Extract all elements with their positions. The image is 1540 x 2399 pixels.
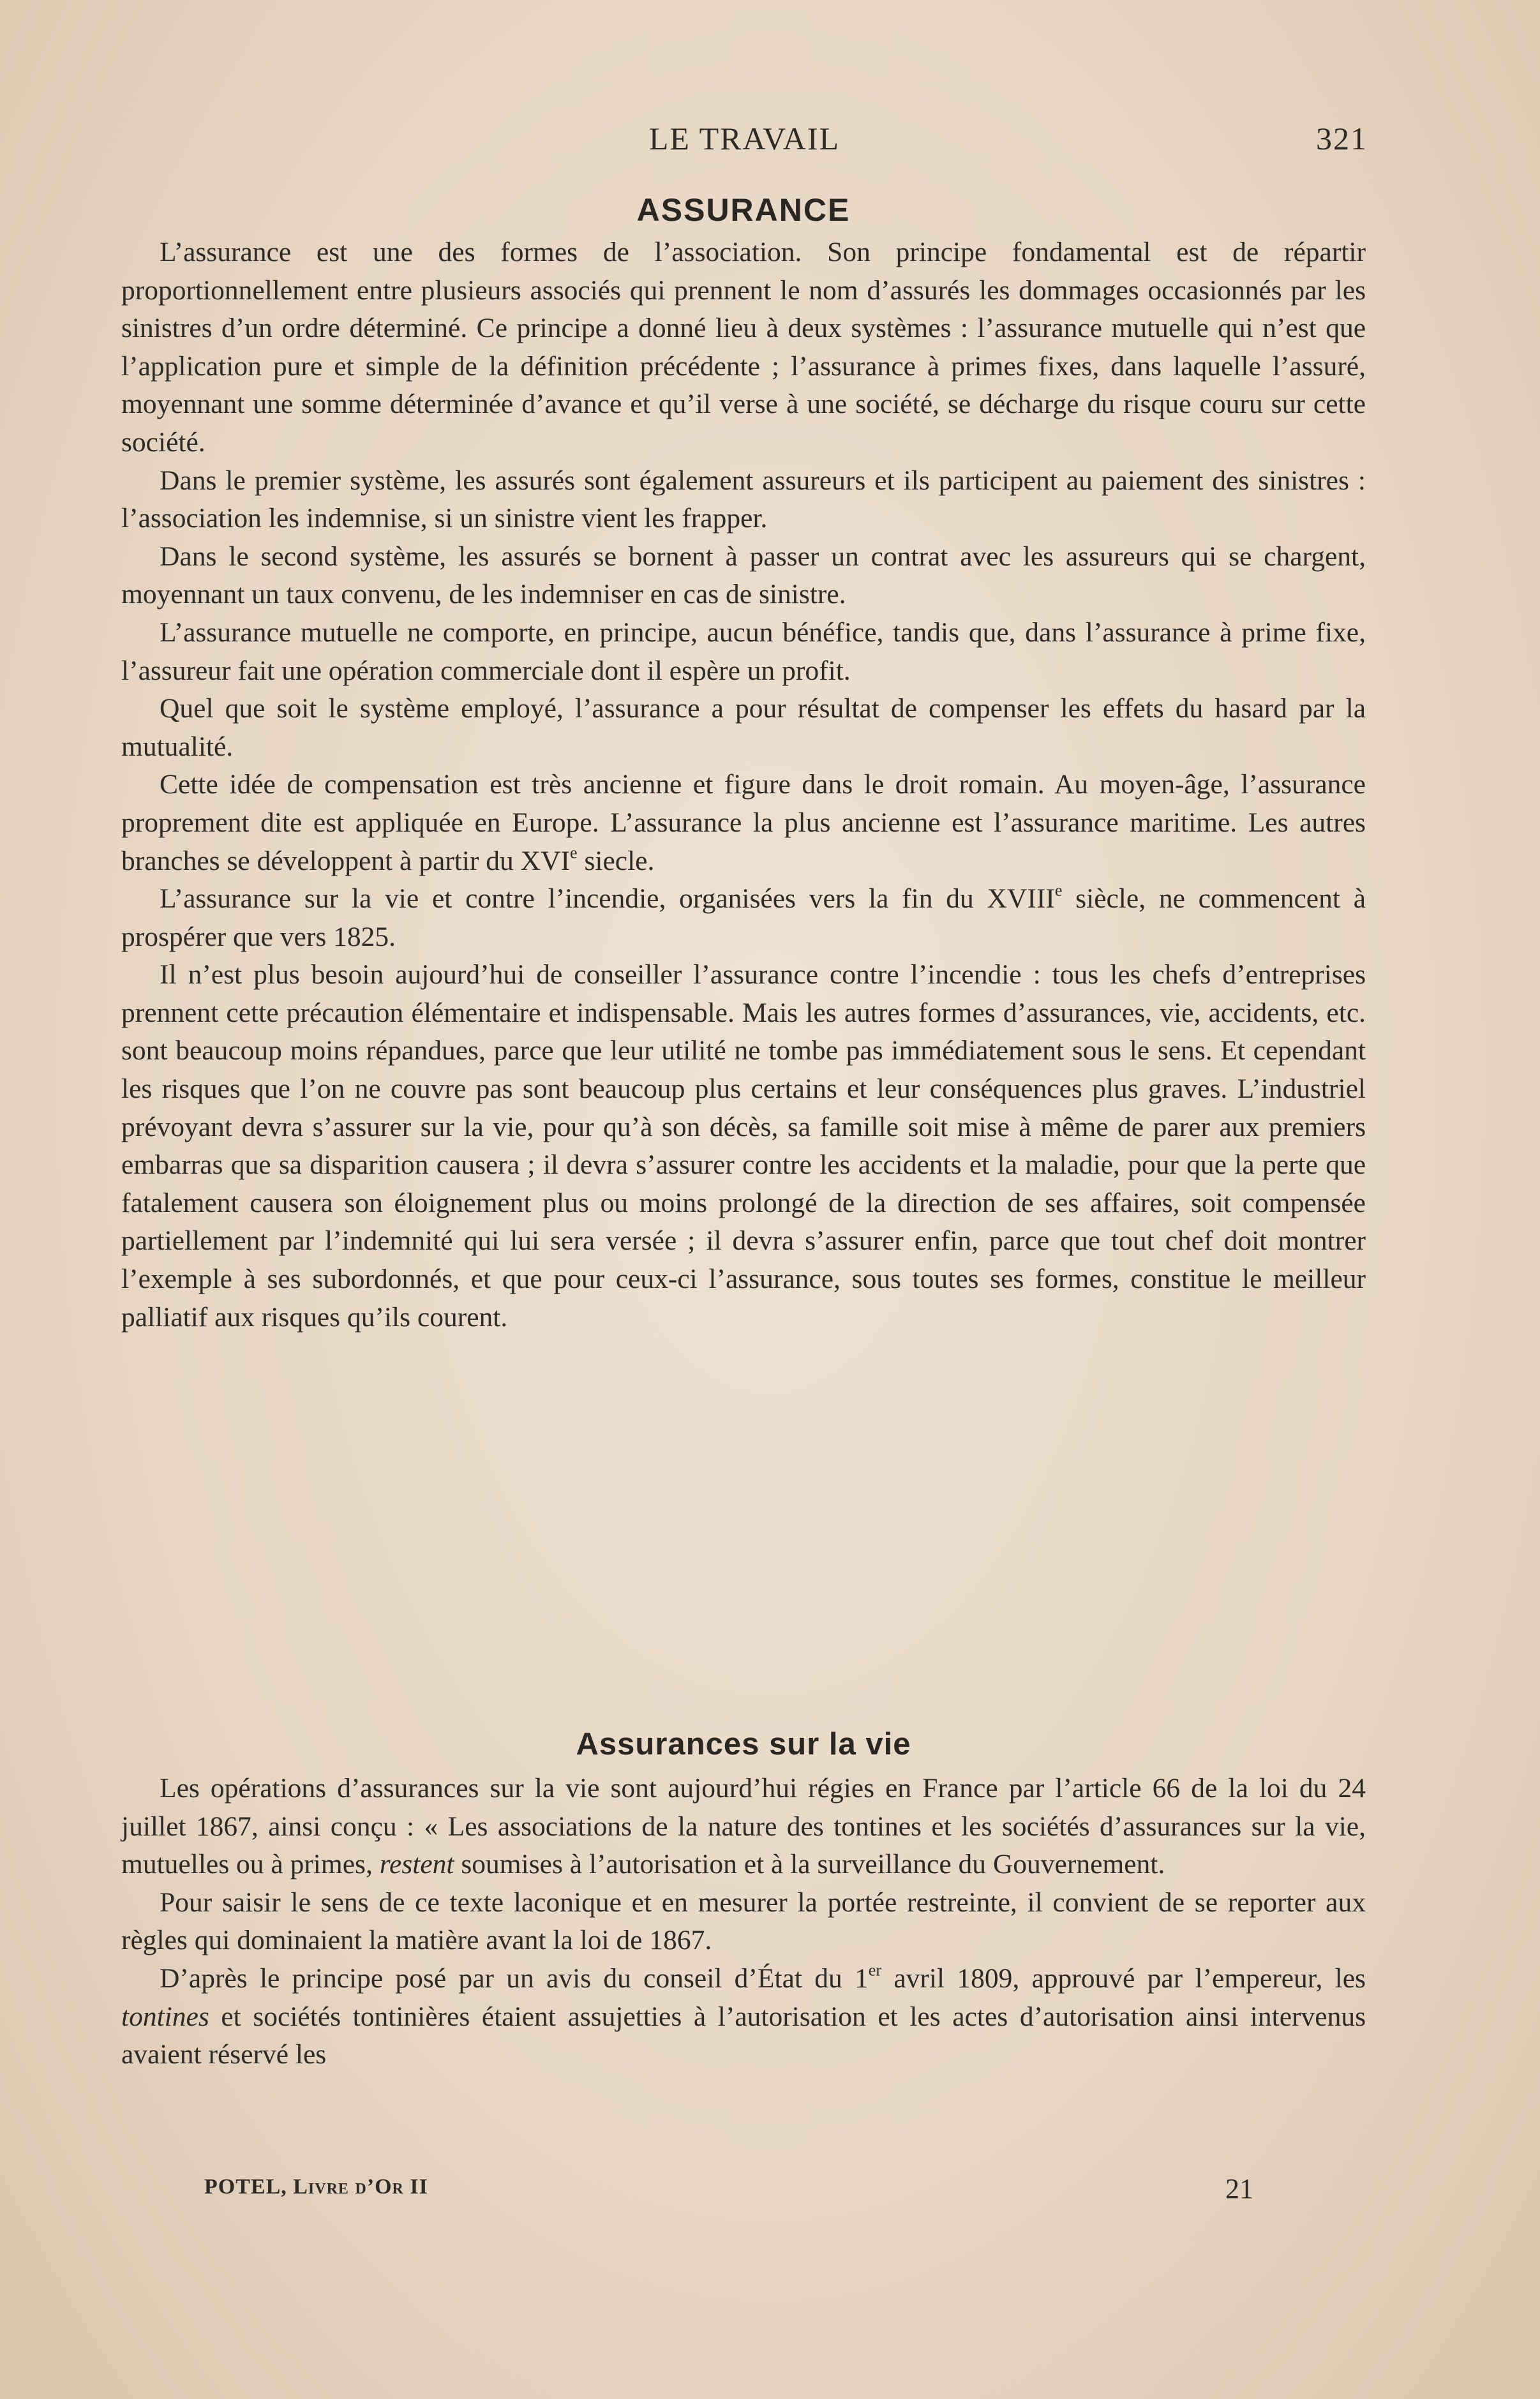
paragraph: [121, 1770, 1366, 1884]
paragraph-text: avril 1809, approuvé par l’empereur, les: [881, 1962, 1366, 1994]
section-title: ASSURANCE: [636, 192, 851, 228]
superscript: er: [868, 1961, 882, 1980]
book-credit: POTEL, Livre d’Or II: [204, 2175, 428, 2199]
paragraph-text: Les opérations d’assurances sur la vie sont aujourd’hui régies en France par l’article 66 de la loi du 24 juillet 1867, ainsi conçu : « Les associations de la nature des tontines et les sociétés d’assurances sur la vie, mutuelles ou à primes,: [121, 1773, 1366, 1880]
page-footer: [121, 2172, 1368, 2211]
superscript: e: [1054, 881, 1063, 900]
paragraph: [121, 880, 1366, 956]
paragraph-text: siecle.: [577, 845, 655, 876]
paragraph: Dans le premier système, les assurés sont également assureurs et ils participent au paiement des sinistres : l’association les indemnise, si un sinistre vient les frapper.: [121, 465, 1366, 534]
page-number: 321: [1316, 121, 1368, 156]
paragraph-text: soumises à l’autorisation et à la surveillance du Gouvernement.: [454, 1849, 1165, 1880]
paragraph: Quel que soit le système employé, l’assurance a pour résultat de compenser les effets du hasard par la mutualité.: [121, 693, 1366, 762]
running-header: [121, 120, 1368, 165]
paragraph-text: D’après le principe posé par un avis du conseil d’État du 1: [160, 1962, 869, 1994]
paragraph: L’assurance mutuelle ne comporte, en principe, aucun bénéfice, tandis que, dans l’assurance à prime fixe, l’assureur fait une opération commerciale dont il espère un profit.: [121, 617, 1366, 686]
paragraph: Il n’est plus besoin aujourd’hui de conseiller l’assurance contre l’incendie : tous les chefs d’entreprises prennent cette précaution élémentaire et indispensable. Mais les autres formes d’assurances, vie, accidents, etc. sont beaucoup moins répandues, parce que leur utilité ne tombe pas immédiatement sous le sens. Et cependant les risques que l’on ne couvre pas sont beaucoup plus certains et leur conséquences plus graves. L’industriel prévoyant devra s’assurer sur la vie, pour qu’à son décès, sa famille soit mise à même de parer aux premiers embarras que sa disparition causera ; il devra s’assurer contre les accidents et la maladie, pour que la perte que fatalement causera son éloignement plus ou moins prolongé de la direction de ses affaires, soit compensée partiellement par l’indemnité qui lui sera versée ; il devra s’assurer enfin, parce que tout chef doit montrer l’exemple à ses subordonnés, et que pour ceux-ci l’assurance, sous toutes ses formes, constitue le meilleur palliatif aux risques qu’ils courent.: [121, 959, 1366, 1333]
paragraph: L’assurance est une des formes de l’association. Son principe fondamental est de répartir proportionnellement entre plusieurs associés qui prennent le nom d’assurés les dommages occasionnés par les sinistres d’un ordre déterminé. Ce principe a donné lieu à deux systèmes : l’assurance mutuelle qui n’est que l’application pure et simple de la définition précédente ; l’assurance à primes fixes, dans laquelle l’assuré, moyennant une somme déterminée d’avance et qu’il verse à une société, se décharge du risque couru sur cette société.: [121, 237, 1366, 458]
paragraph-text: et sociétés tontinières étaient assujetties à l’autorisation et les actes d’autorisation ainsi intervenus avaient réservé les: [121, 2001, 1366, 2070]
running-title: LE TRAVAIL: [648, 121, 841, 156]
paragraph-text: L’assurance sur la vie et contre l’incendie, organisées vers la fin du XVIII: [160, 883, 1055, 915]
paragraph: [121, 1960, 1366, 2074]
paragraph: [121, 766, 1366, 880]
paragraph: Dans le second système, les assurés se bornent à passer un contrat avec les assureurs qui se chargent, moyennant un taux convenu, de les indemniser en cas de sinistre.: [121, 541, 1366, 610]
section-assurance: [121, 191, 1366, 1336]
paragraph: Pour saisir le sens de ce texte laconique et en mesurer la portée restreinte, il convient de se reporter aux règles qui dominaient la matière avant la loi de 1867.: [121, 1887, 1366, 1956]
paragraph-text: siècle, ne commencent à prospérer que vers 1825.: [121, 883, 1366, 952]
section-assurances-vie: [121, 1726, 1366, 2074]
italic-word: tontines: [121, 2001, 209, 2032]
paragraph-text: Cette idée de compensation est très ancienne et figure dans le droit romain. Au moyen-âge, l’assurance proprement dite est appliquée en Europe. L’assurance la plus ancienne est l’assurance maritime. Les autres branches se développent à partir du XVI: [121, 769, 1366, 876]
signature-mark: 21: [1225, 2173, 1253, 2204]
superscript: e: [570, 843, 578, 862]
section-title: Assurances sur la vie: [576, 1727, 911, 1761]
italic-word: restent: [379, 1849, 454, 1880]
